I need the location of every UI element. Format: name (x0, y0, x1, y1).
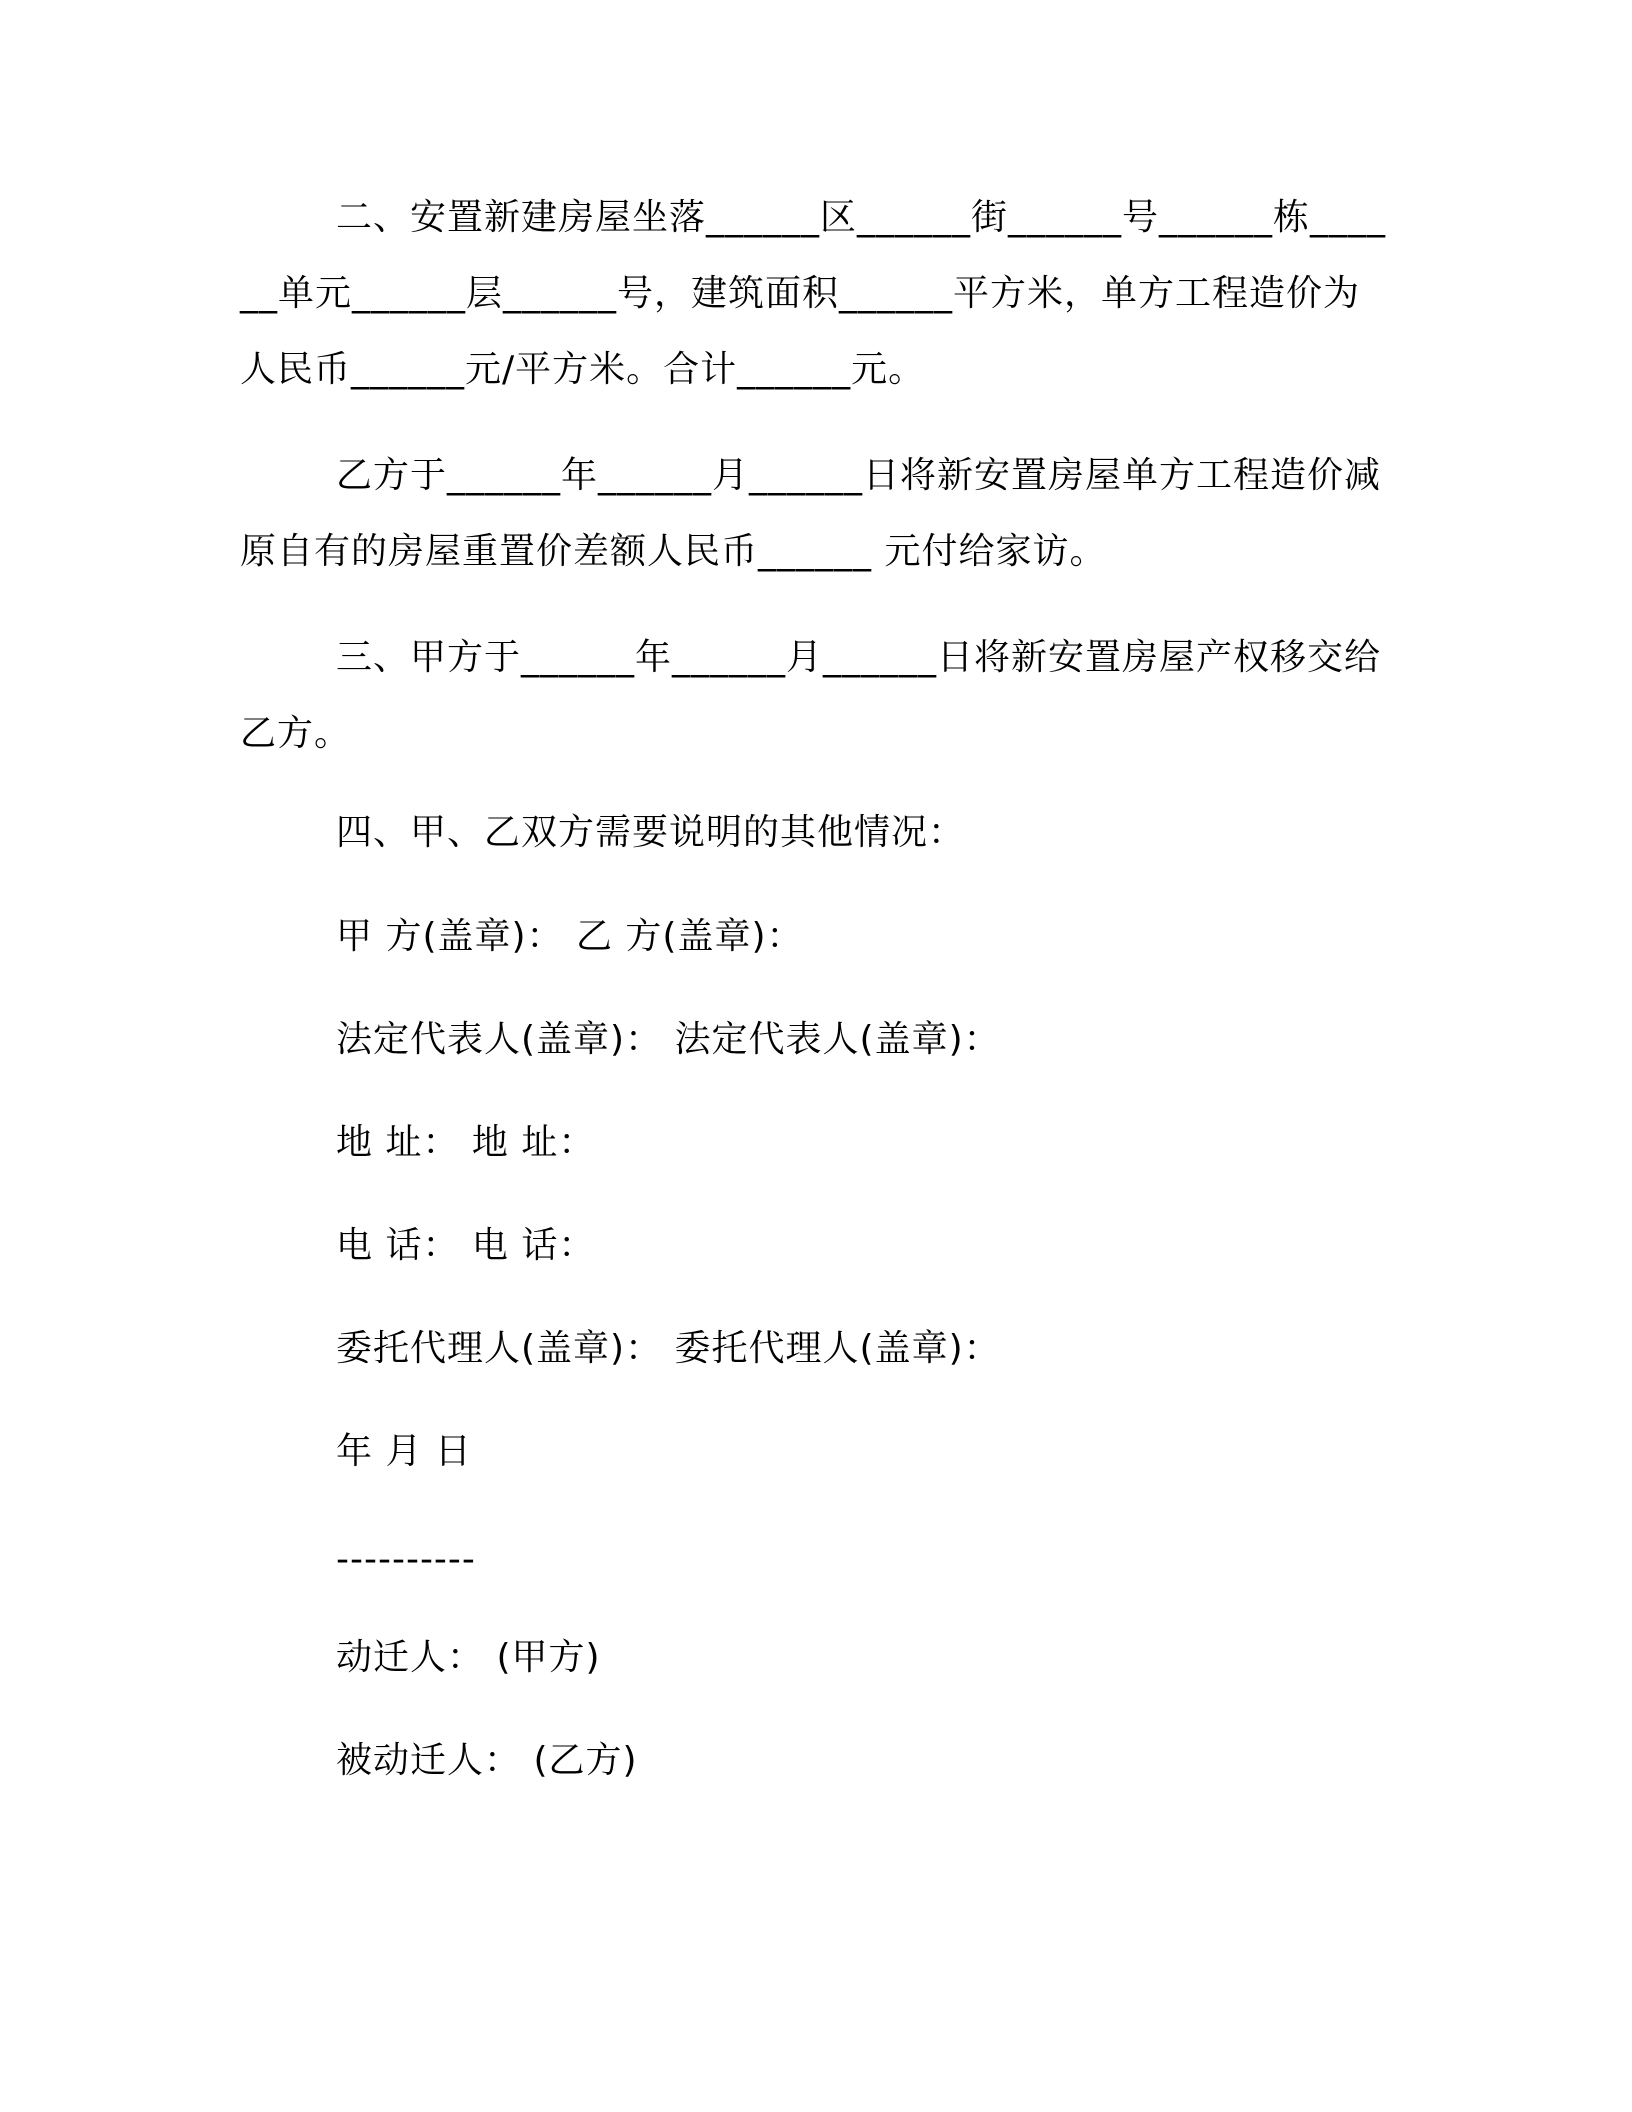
agent-line: 委托代理人(盖章)： 委托代理人(盖章)： (336, 1328, 1001, 1369)
address-line: 地 址： 地 址： (336, 1122, 596, 1163)
separator-dashes: ---------- (336, 1539, 476, 1580)
date-line: 年 月 日 (336, 1431, 472, 1472)
clause-three-transfer: 三、甲方于______年______月______日将新安置房屋产权移交给乙方。 (240, 637, 1382, 754)
phone-line: 电 话： 电 话： (336, 1225, 596, 1266)
clause-payment: 乙方于______年______月______日将新安置房屋单方工程造价减原自有的房屋重置价差额人民币______ 元付给家访。 (240, 455, 1382, 572)
clause-two-location: 二、安置新建房屋坐落______区______街______号______栋______单元______层______号，建筑面积______平方米，单方工程造价为人民币______元/平方米。合计______元。 (240, 197, 1387, 390)
clause-four-other: 四、甲、乙双方需要说明的其他情况： (336, 812, 966, 853)
relocator-line: 动迁人： (甲方) (336, 1637, 601, 1678)
relocatee-line: 被动迁人： (乙方) (336, 1740, 638, 1781)
party-seal-line: 甲 方(盖章)： 乙 方(盖章)： (336, 916, 804, 957)
legal-rep-line: 法定代表人(盖章)： 法定代表人(盖章)： (336, 1019, 1001, 1060)
